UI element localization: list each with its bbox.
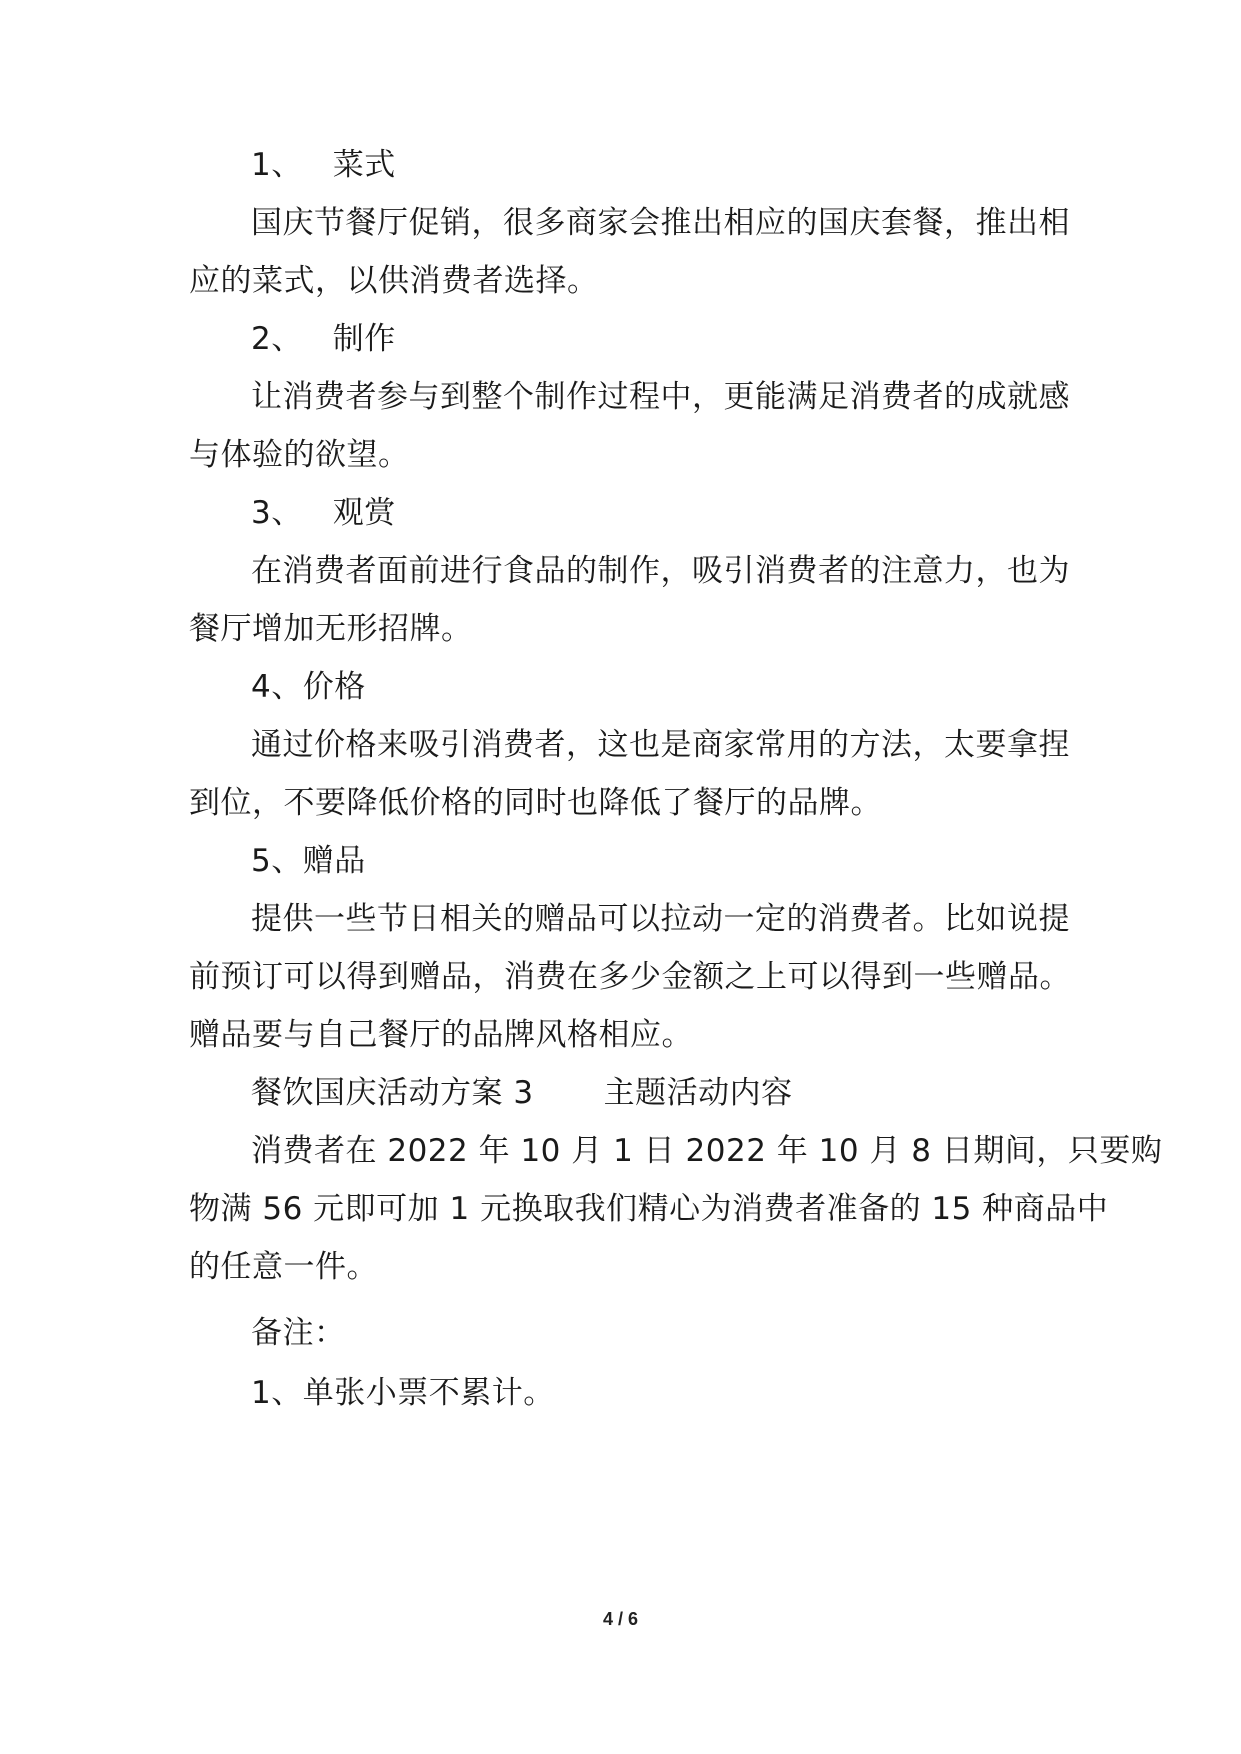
page-number: 4 / 6 — [602, 1609, 639, 1629]
section-number: 1、 — [251, 147, 303, 183]
paragraph-line: 到位，不要降低价格的同时也降低了餐厅的品牌。 — [189, 785, 882, 821]
section-title: 观赏 — [332, 495, 396, 531]
paragraph-line: 在消费者面前进行食品的制作，吸引消费者的注意力，也为 — [251, 553, 1070, 589]
plan-title: 餐饮国庆活动方案 3 — [251, 1075, 534, 1111]
section-heading-4: 4、价格 — [251, 669, 366, 705]
section-heading-3 — [251, 493, 396, 533]
paragraph-line: 通过价格来吸引消费者，这也是商家常用的方法，太要拿捏 — [251, 727, 1070, 763]
paragraph-line: 消费者在 2022 年 10 月 1 日 2022 年 10 月 8 日期间，只要购 — [251, 1133, 1163, 1169]
paragraph-line: 让消费者参与到整个制作过程中，更能满足消费者的成就感 — [251, 379, 1070, 415]
paragraph-line: 餐厅增加无形招牌。 — [189, 611, 473, 647]
section-number: 3、 — [251, 495, 303, 531]
paragraph-line: 物满 56 元即可加 1 元换取我们精心为消费者准备的 15 种商品中 — [189, 1191, 1109, 1227]
paragraph-line: 提供一些节日相关的赠品可以拉动一定的消费者。比如说提 — [251, 901, 1070, 937]
paragraph-line: 与体验的欲望。 — [189, 437, 410, 473]
paragraph-line: 国庆节餐厅促销，很多商家会推出相应的国庆套餐，推出相 — [251, 205, 1070, 241]
note-heading: 备注： — [251, 1315, 346, 1351]
paragraph-line: 前预订可以得到赠品，消费在多少金额之上可以得到一些赠品。 — [189, 959, 1071, 995]
note-item: 1、单张小票不累计。 — [251, 1375, 555, 1411]
paragraph-line: 的任意一件。 — [189, 1249, 378, 1285]
section-title: 制作 — [332, 321, 396, 357]
paragraph-line: 赠品要与自己餐厅的品牌风格相应。 — [189, 1017, 693, 1053]
plan-subtitle: 主题活动内容 — [603, 1075, 793, 1111]
paragraph-line: 应的菜式，以供消费者选择。 — [189, 263, 599, 299]
section-heading-2 — [251, 319, 396, 359]
section-number: 2、 — [251, 321, 303, 357]
section-heading-5: 5、赠品 — [251, 843, 366, 879]
section-title: 菜式 — [332, 147, 396, 183]
section-heading-1 — [251, 145, 396, 185]
plan-heading — [251, 1073, 793, 1113]
